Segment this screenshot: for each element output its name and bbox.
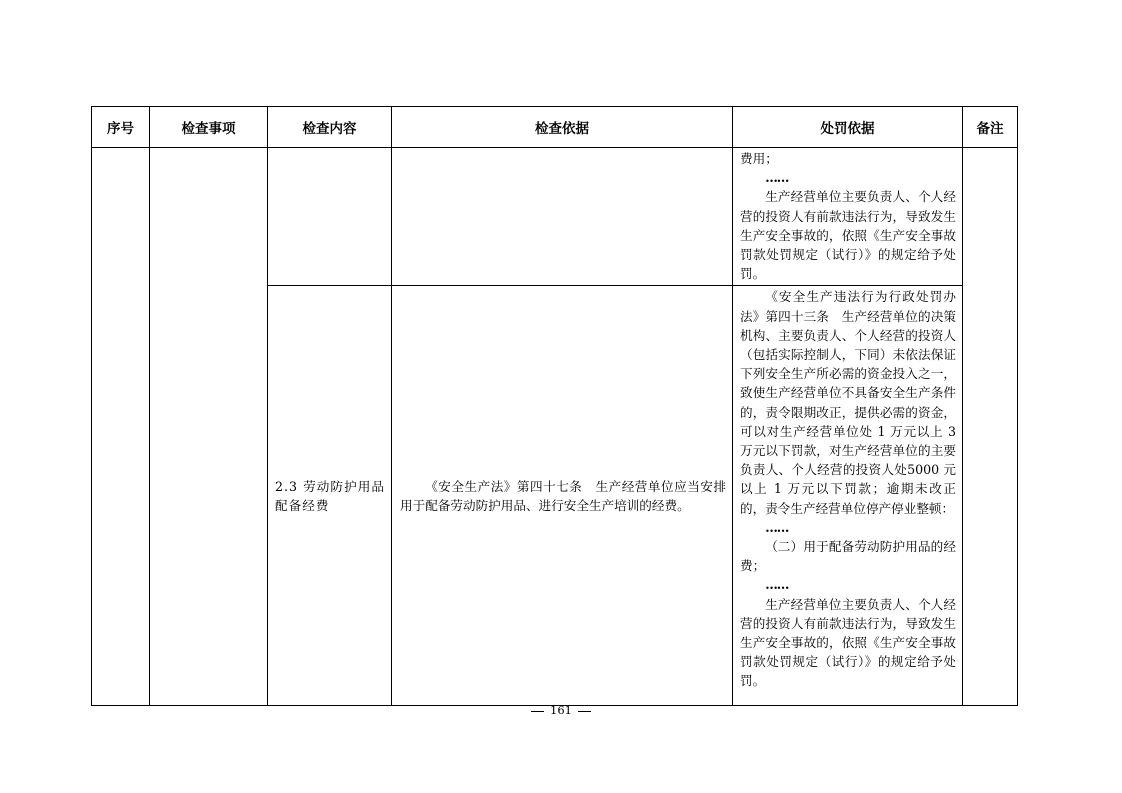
- penalty-basis-cell: [733, 148, 963, 286]
- penalty-basis-cell: [733, 286, 963, 706]
- table-row: [92, 148, 1018, 286]
- serial-number-cell: [92, 148, 150, 706]
- inspection-item-cell: [150, 148, 268, 706]
- inspection-content-cell: [268, 286, 392, 706]
- inspection-content-cell: [268, 148, 392, 286]
- penalty-paragraph: 生产经营单位主要负责人、个人经营的投资人有前款违法行为，导致发生生产安全事故的，依照《生产安全事故罚款处罚规定（试行）》的规定给予处罚。: [740, 596, 956, 689]
- header-inspection-item: 检查事项: [150, 107, 268, 148]
- inspection-content-text: 2.3 劳动防护用品配备经费: [275, 478, 385, 513]
- header-inspection-basis: 检查依据: [392, 107, 733, 148]
- page-footer: [0, 703, 1122, 717]
- footer-dash-left: [531, 711, 544, 712]
- penalty-paragraph: 生产经营单位主要负责人、个人经营的投资人有前款违法行为，导致发生生产安全事故的，依照《生产安全事故罚款处罚规定（试行）》的规定给予处罚。: [740, 189, 956, 282]
- penalty-ellipsis: ……: [765, 519, 789, 535]
- inspection-basis-cell: [392, 286, 733, 706]
- inspection-table: [91, 106, 1018, 706]
- footer-dash-right: [578, 711, 591, 712]
- penalty-paragraph: （二）用于配备劳动防护用品的经费；: [740, 539, 956, 574]
- basis-paragraph: 《安全生产法》第四十七条 生产经营单位应当安排用于配备劳动防护用品、进行安全生产培训的经费。: [400, 478, 726, 513]
- penalty-text-block: [733, 148, 962, 285]
- table-header-row: [92, 107, 1018, 148]
- penalty-text-block: [733, 286, 962, 692]
- remarks-cell: [963, 148, 1018, 706]
- header-inspection-content: 检查内容: [268, 107, 392, 148]
- penalty-paragraph: 费用；: [740, 151, 778, 166]
- penalty-ellipsis: ……: [765, 577, 789, 593]
- header-penalty-basis: 处罚依据: [733, 107, 963, 148]
- inspection-basis-text: [392, 477, 732, 515]
- page-number: 161: [550, 703, 572, 717]
- penalty-ellipsis: ……: [765, 170, 789, 186]
- inspection-basis-cell: [392, 148, 733, 286]
- header-remarks: 备注: [963, 107, 1018, 148]
- header-serial-number: 序号: [92, 107, 150, 148]
- penalty-paragraph: 《安全生产违法行为行政处罚办法》第四十三条 生产经营单位的决策机构、主要负责人、个人经营的投资人（包括实际控制人，下同）未依法保证下列安全生产所必需的资金投入之一，致使生产经营单位不具备安全生产条件的，责令限期改正，提供必需的资金，可以对生产经营单位处 1 万元以上 3 万元以下罚款，对生产经营单位的主要负责人、个人经营的投资人处5000 元以上 1 万元以下罚款；逾期未改正的，责令生产经营单位停产停业整顿：: [740, 289, 956, 516]
